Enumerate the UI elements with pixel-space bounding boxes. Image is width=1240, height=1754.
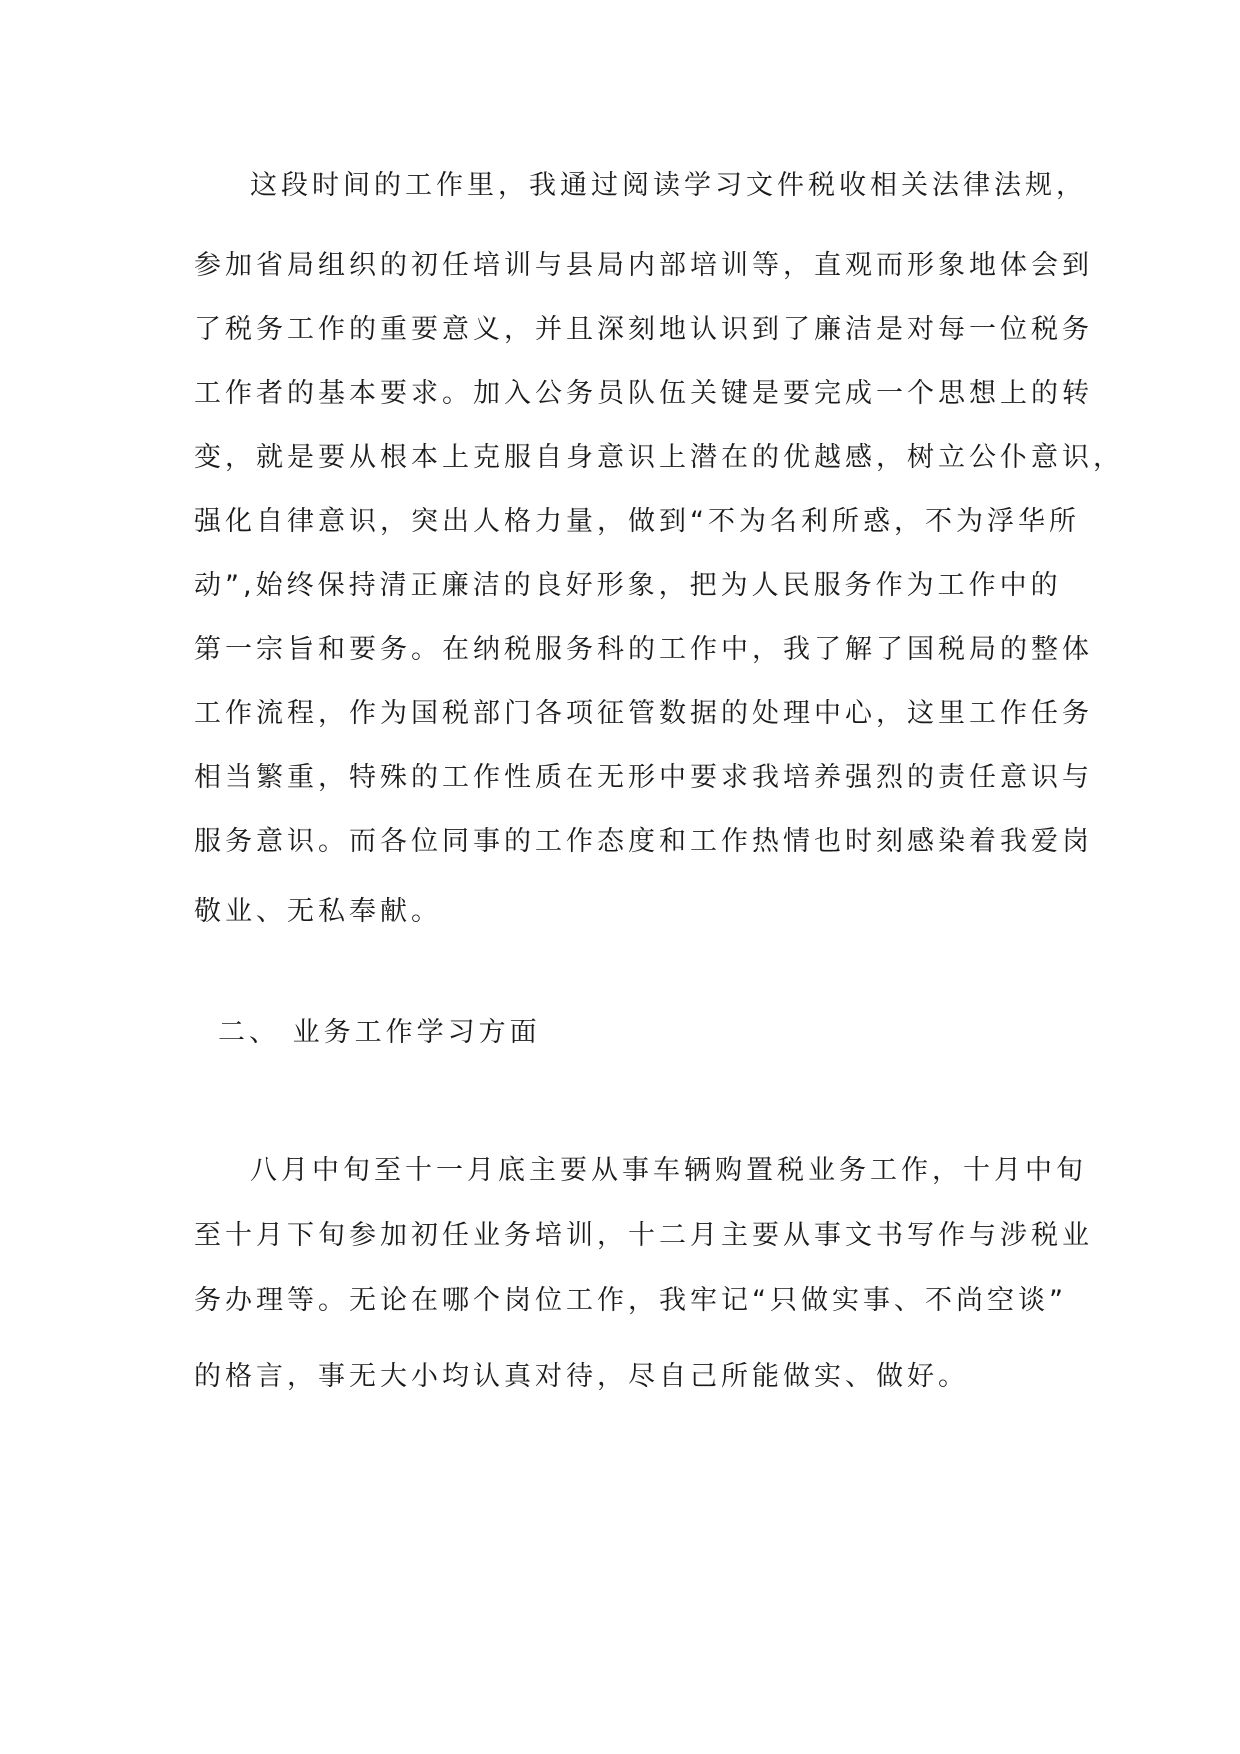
paragraph1-line-2: 参加省局组织的初任培训与县局内部培训等，直观而形象地体会到 bbox=[194, 250, 1093, 281]
paragraph1-line-12: 敬业、无私奉献。 bbox=[194, 896, 442, 927]
paragraph2-line-3: 务办理等。无论在哪个岗位工作，我牢记“只做实事、不尚空谈” bbox=[194, 1285, 1067, 1316]
paragraph1-line-8: 第一宗旨和要务。在纳税服务科的工作中，我了解了国税局的整体 bbox=[194, 634, 1093, 665]
paragraph1-line-10: 相当繁重，特殊的工作性质在无形中要求我培养强烈的责任意识与 bbox=[194, 762, 1093, 793]
paragraph2-line-4: 的格言，事无大小均认真对待，尽自己所能做实、做好。 bbox=[194, 1361, 969, 1392]
paragraph1-line-9: 工作流程，作为国税部门各项征管数据的处理中心，这里工作任务 bbox=[194, 698, 1093, 729]
paragraph1-line-1: 这段时间的工作里，我通过阅读学习文件税收相关法律法规， bbox=[250, 170, 1087, 201]
paragraph2-line-2: 至十月下旬参加初任业务培训，十二月主要从事文书写作与涉税业 bbox=[194, 1220, 1093, 1251]
paragraph1-line-3: 了税务工作的重要意义，并且深刻地认识到了廉洁是对每一位税务 bbox=[194, 314, 1093, 345]
paragraph1-line-4: 工作者的基本要求。加入公务员队伍关键是要完成一个思想上的转 bbox=[194, 378, 1093, 409]
paragraph2-line-1: 八月中旬至十一月底主要从事车辆购置税业务工作，十月中旬 bbox=[250, 1155, 1087, 1186]
paragraph1-line-7: 动”,始终保持清正廉洁的良好形象，把为人民服务作为工作中的 bbox=[194, 570, 1062, 601]
paragraph1-line-6: 强化自律意识，突出人格力量，做到“不为名利所惑，不为浮华所 bbox=[194, 506, 1080, 537]
paragraph1-line-11: 服务意识。而各位同事的工作态度和工作热情也时刻感染着我爱岗 bbox=[194, 826, 1093, 857]
section-heading: 二、 业务工作学习方面 bbox=[218, 1017, 541, 1048]
paragraph1-line-5: 变，就是要从根本上克服自身意识上潜在的优越感，树立公仆意识， bbox=[194, 442, 1124, 473]
